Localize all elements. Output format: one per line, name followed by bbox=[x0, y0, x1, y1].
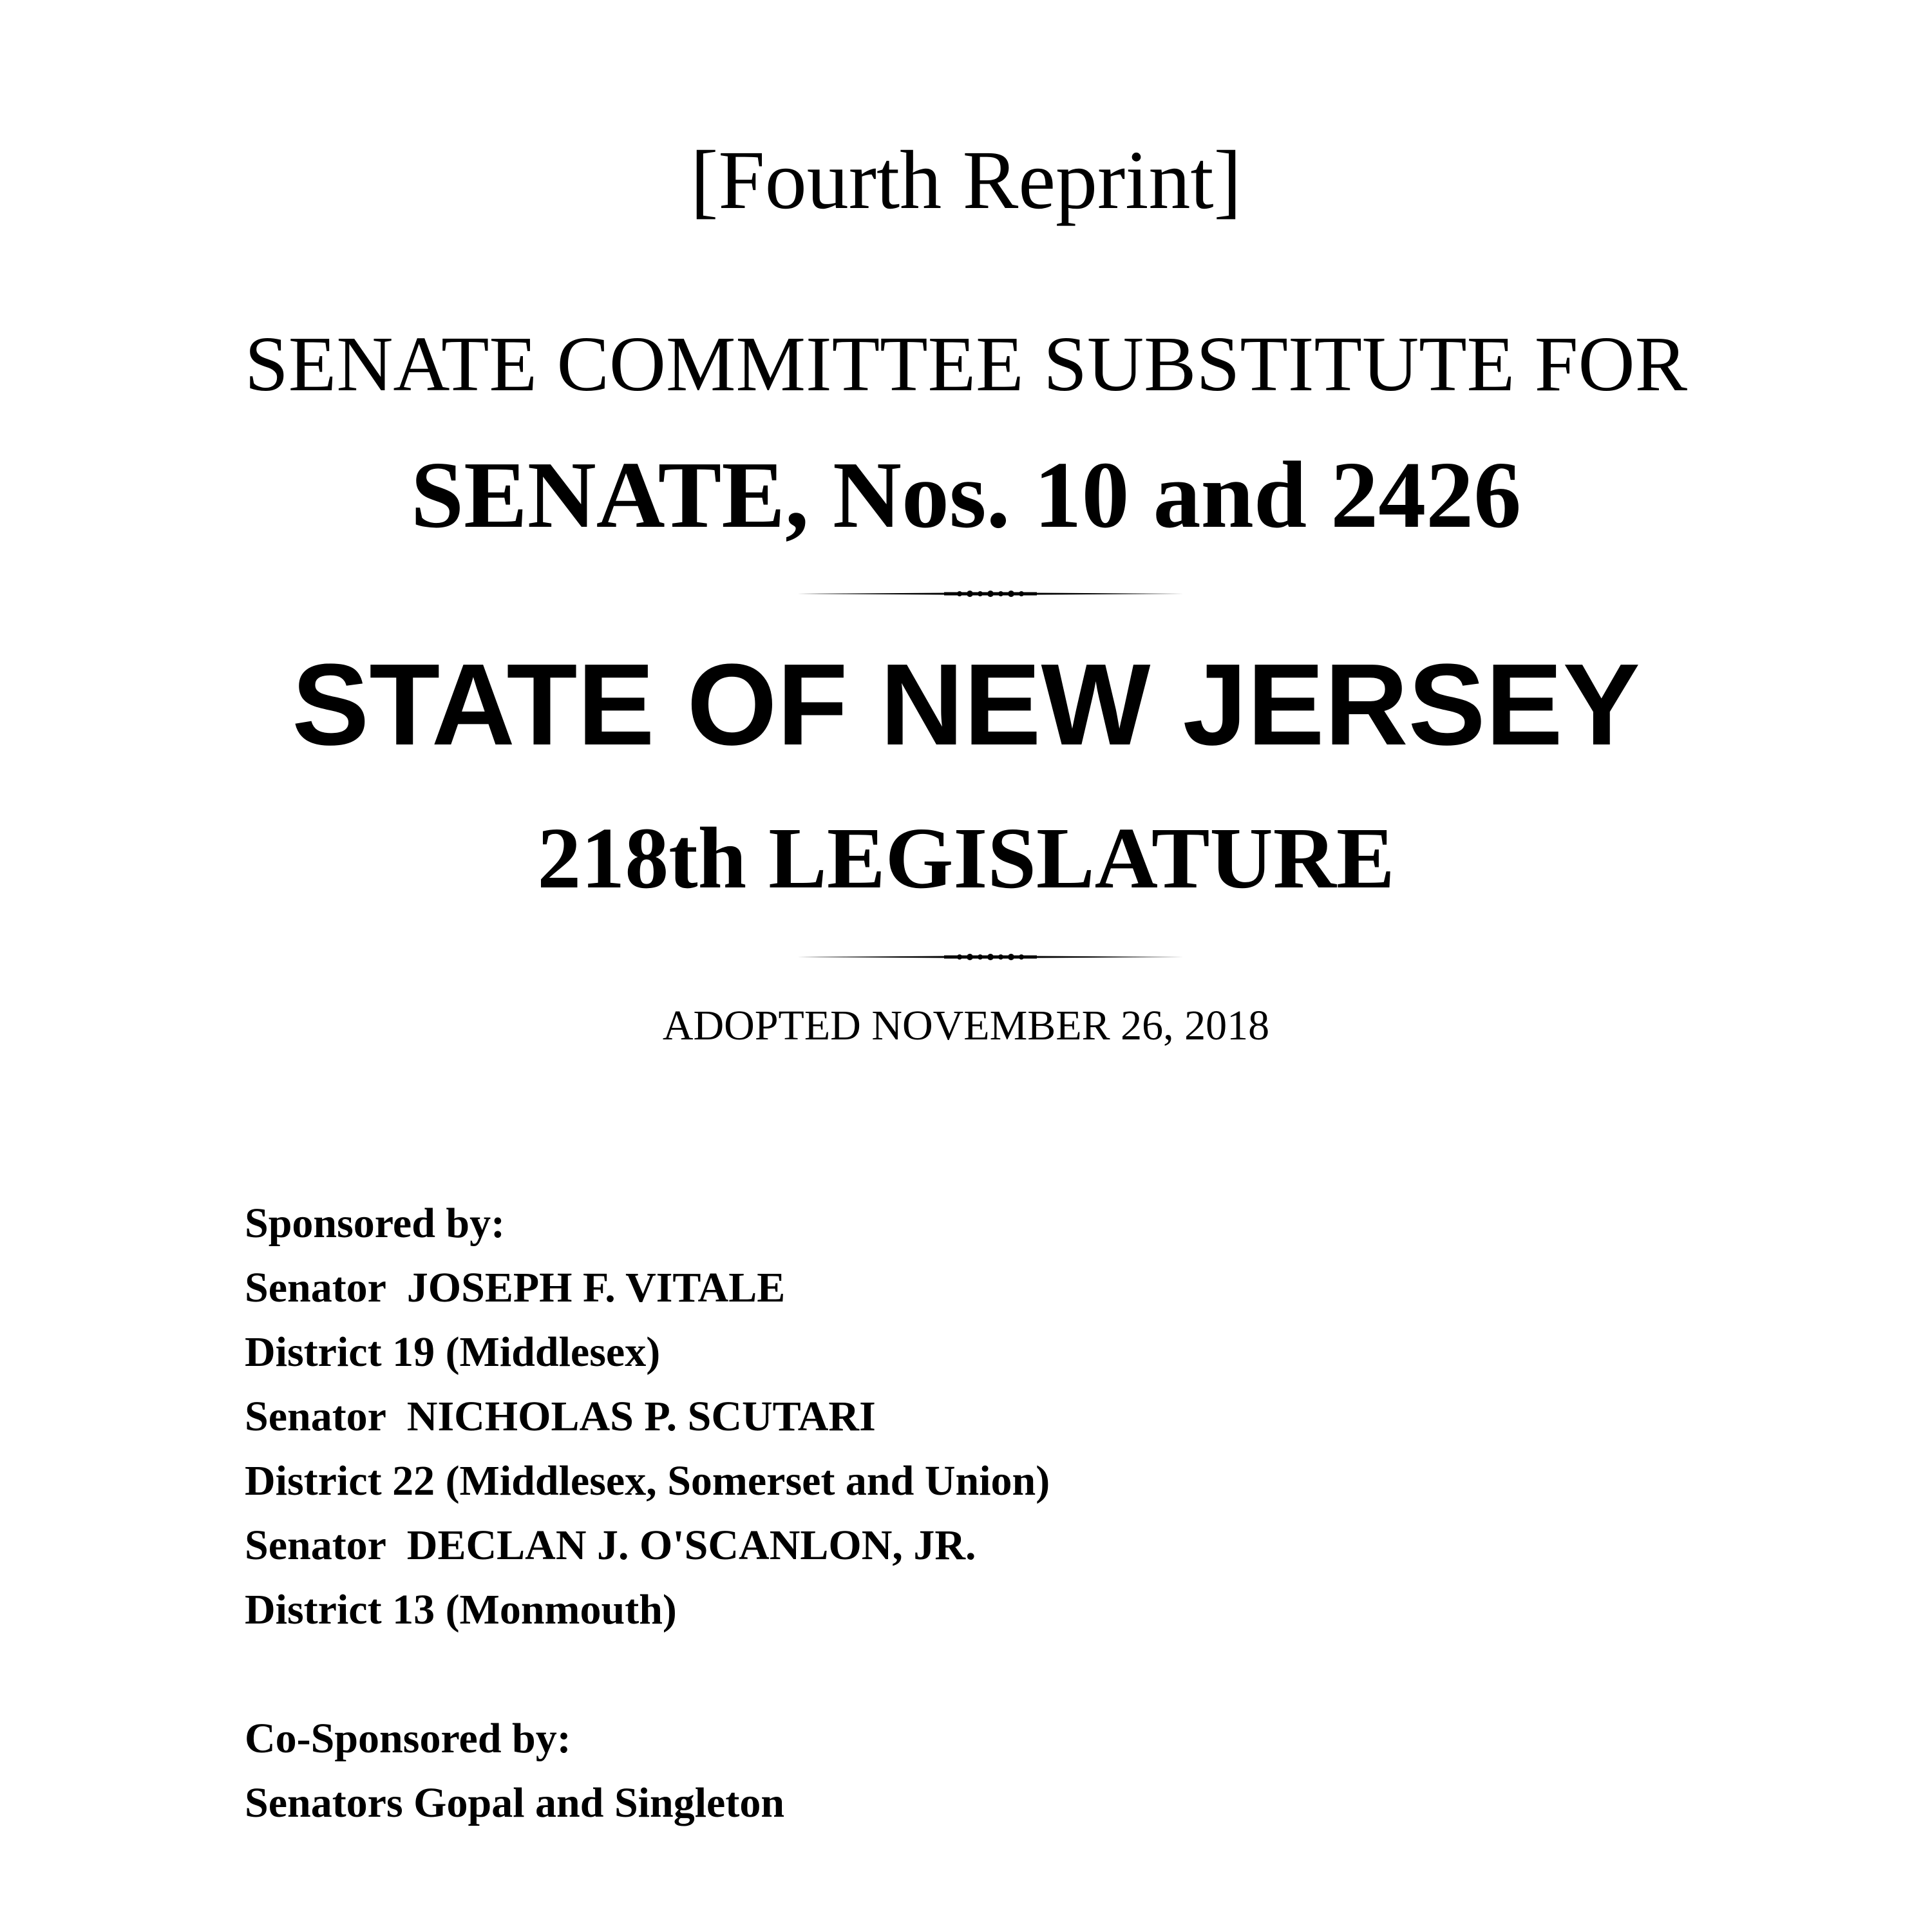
sponsor-block bbox=[245, 1191, 1790, 1835]
legislature-heading: 218th LEGISLATURE bbox=[537, 810, 1395, 907]
cosponsor-line: Senators Gopal and Singleton bbox=[245, 1779, 785, 1826]
reprint-label: [Fourth Reprint] bbox=[690, 134, 1242, 227]
sponsors-heading: Sponsored by: bbox=[245, 1200, 506, 1247]
sponsor-line: District 22 (Middlesex, Somerset and Union) bbox=[245, 1457, 1050, 1504]
cosponsors-heading: Co-Sponsored by: bbox=[245, 1715, 571, 1762]
bill-number-heading: SENATE, Nos. 10 and 2426 bbox=[410, 442, 1522, 548]
ornamental-rule-top bbox=[797, 589, 1184, 599]
sponsor-spacer bbox=[245, 1642, 1790, 1707]
sponsor-line: District 19 (Middlesex) bbox=[245, 1329, 661, 1376]
state-heading: STATE OF NEW JERSEY bbox=[292, 640, 1640, 770]
substitute-heading: SENATE COMMITTEE SUBSTITUTE FOR bbox=[244, 321, 1688, 408]
sponsor-line: Senator JOSEPH F. VITALE bbox=[245, 1264, 786, 1311]
adopted-date: ADOPTED NOVEMBER 26, 2018 bbox=[662, 1002, 1270, 1049]
sponsor-line: District 13 (Monmouth) bbox=[245, 1586, 677, 1633]
sponsor-line: Senator NICHOLAS P. SCUTARI bbox=[245, 1393, 876, 1440]
sponsor-line: Senator DECLAN J. O'SCANLON, JR. bbox=[245, 1522, 976, 1569]
ornamental-rule-bottom bbox=[797, 952, 1184, 962]
